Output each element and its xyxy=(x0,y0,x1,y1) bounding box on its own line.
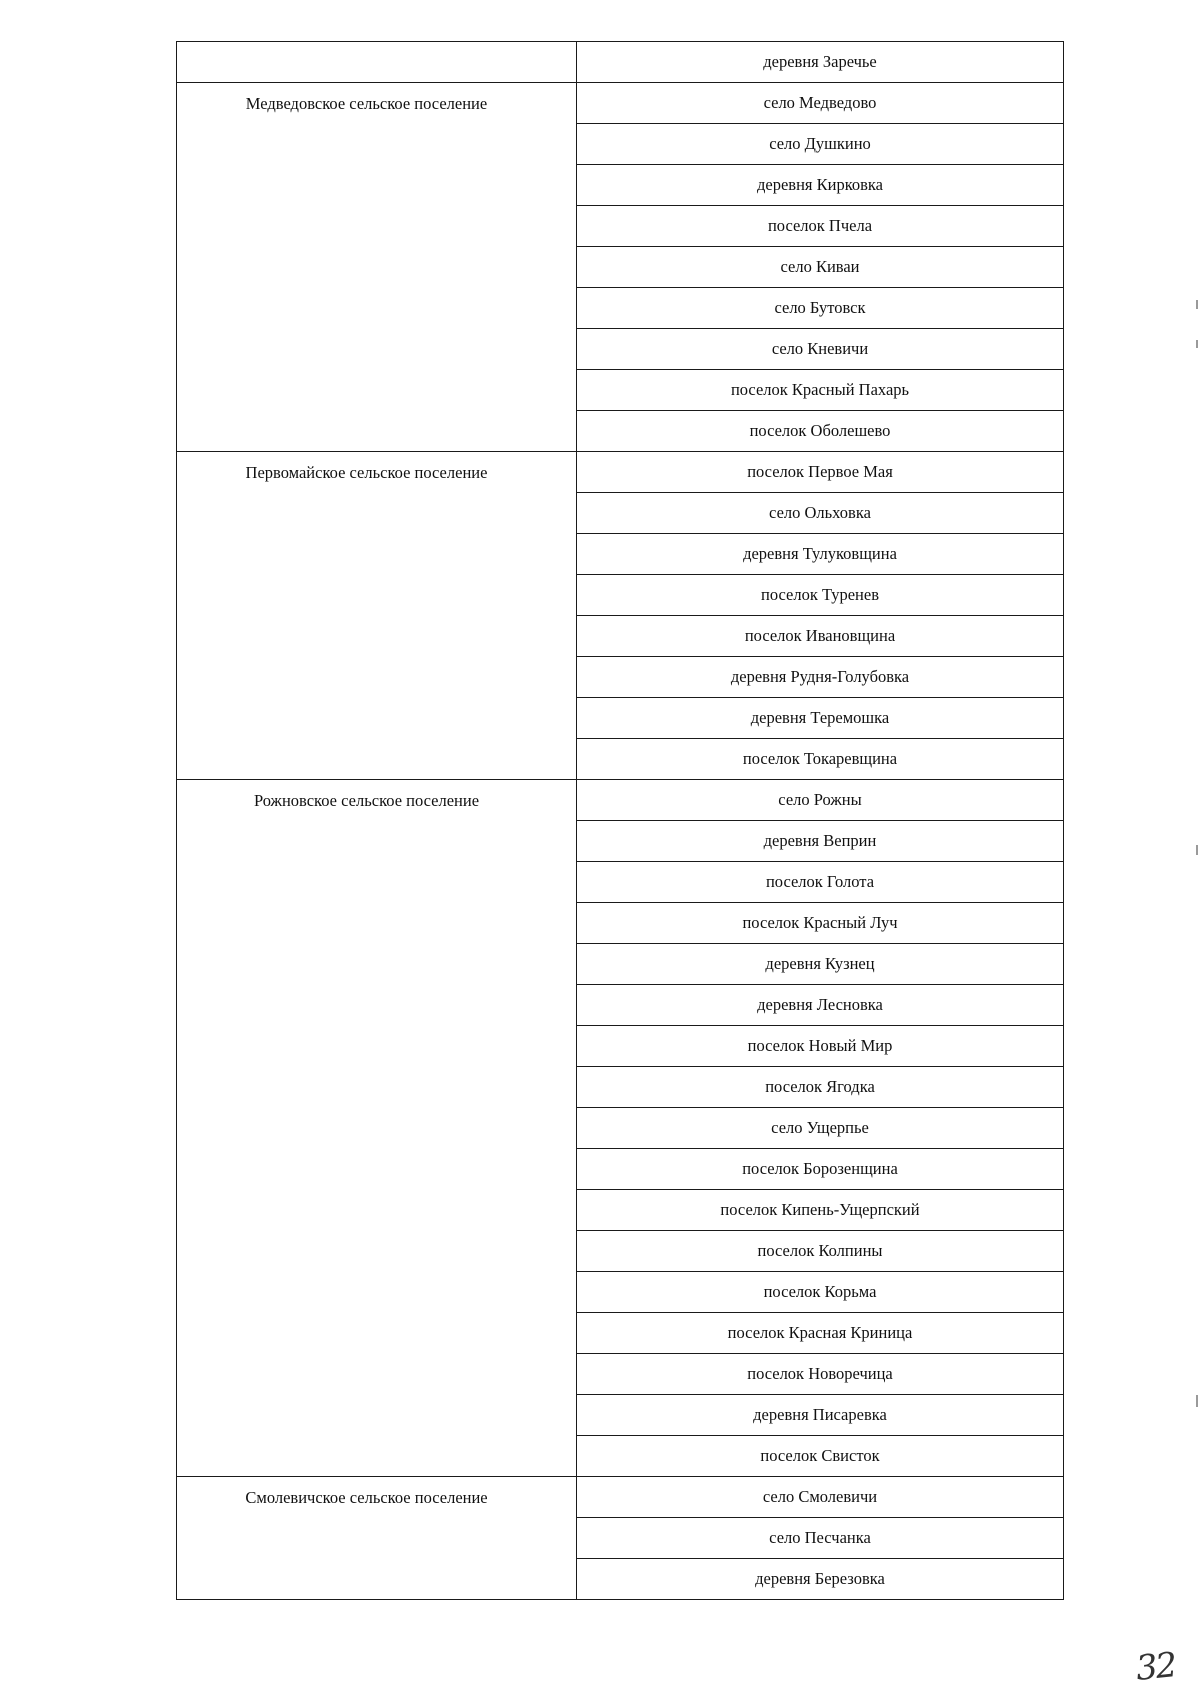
locality-cell: поселок Ивановщина xyxy=(577,616,1064,657)
locality-cell: деревня Березовка xyxy=(577,1559,1064,1600)
locality-cell: поселок Пчела xyxy=(577,206,1064,247)
locality-cell: поселок Первое Мая xyxy=(577,452,1064,493)
scan-mark xyxy=(1196,300,1198,309)
locality-cell: поселок Колпины xyxy=(577,1231,1064,1272)
scan-mark xyxy=(1196,1395,1198,1407)
locality-cell: село Медведово xyxy=(577,83,1064,124)
locality-cell: деревня Тулуковщина xyxy=(577,534,1064,575)
locality-cell: деревня Теремошка xyxy=(577,698,1064,739)
locality-cell: поселок Токаревщина xyxy=(577,739,1064,780)
locality-cell: поселок Красный Луч xyxy=(577,903,1064,944)
locality-cell: деревня Кирковка xyxy=(577,165,1064,206)
locality-cell: поселок Оболешево xyxy=(577,411,1064,452)
locality-cell: село Рожны xyxy=(577,780,1064,821)
locality-cell: поселок Голота xyxy=(577,862,1064,903)
locality-cell: поселок Новоречица xyxy=(577,1354,1064,1395)
settlements-table-body xyxy=(177,42,1064,1600)
locality-cell: село Ущерпье xyxy=(577,1108,1064,1149)
locality-cell: село Киваи xyxy=(577,247,1064,288)
handwritten-page-number: 32 xyxy=(1134,1645,1178,1689)
locality-cell: село Бутовск xyxy=(577,288,1064,329)
scan-mark xyxy=(1196,845,1198,855)
scan-mark xyxy=(1196,340,1198,348)
locality-cell: поселок Корьма xyxy=(577,1272,1064,1313)
locality-cell: деревня Рудня-Голубовка xyxy=(577,657,1064,698)
settlement-name-cell xyxy=(177,42,577,83)
locality-cell: деревня Лесновка xyxy=(577,985,1064,1026)
locality-cell: поселок Борозенщина xyxy=(577,1149,1064,1190)
locality-cell: деревня Писаревка xyxy=(577,1395,1064,1436)
settlement-name-cell: Медведовское сельское поселение xyxy=(177,83,577,452)
table-row xyxy=(177,42,1064,83)
locality-cell: поселок Кипень-Ущерпский xyxy=(577,1190,1064,1231)
table-row xyxy=(177,780,1064,821)
locality-cell: деревня Заречье xyxy=(577,42,1064,83)
settlement-name-cell: Смолевичское сельское поселение xyxy=(177,1477,577,1600)
table-row xyxy=(177,83,1064,124)
settlements-table xyxy=(176,41,1064,1600)
locality-cell: поселок Ягодка xyxy=(577,1067,1064,1108)
locality-cell: село Ольховка xyxy=(577,493,1064,534)
locality-cell: село Песчанка xyxy=(577,1518,1064,1559)
locality-cell: поселок Новый Мир xyxy=(577,1026,1064,1067)
locality-cell: поселок Туренев xyxy=(577,575,1064,616)
locality-cell: село Душкино xyxy=(577,124,1064,165)
table-row xyxy=(177,1477,1064,1518)
settlement-name-cell: Рожновское сельское поселение xyxy=(177,780,577,1477)
locality-cell: поселок Красный Пахарь xyxy=(577,370,1064,411)
table-row xyxy=(177,452,1064,493)
locality-cell: деревня Кузнец xyxy=(577,944,1064,985)
locality-cell: село Кневичи xyxy=(577,329,1064,370)
locality-cell: деревня Веприн xyxy=(577,821,1064,862)
locality-cell: поселок Свисток xyxy=(577,1436,1064,1477)
settlement-name-cell: Первомайское сельское поселение xyxy=(177,452,577,780)
locality-cell: село Смолевичи xyxy=(577,1477,1064,1518)
locality-cell: поселок Красная Криница xyxy=(577,1313,1064,1354)
